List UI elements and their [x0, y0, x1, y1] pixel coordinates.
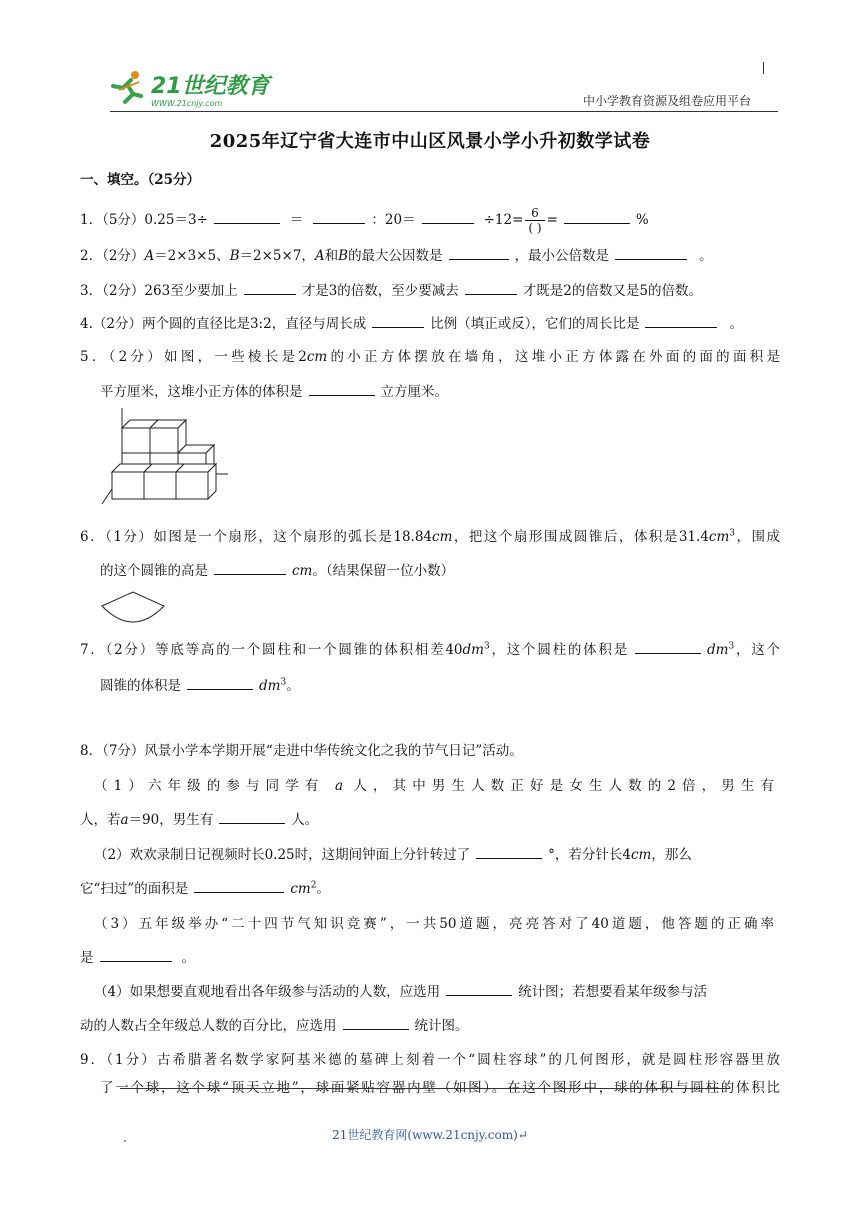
question-4: 4.（2分）两个圆的直径比是3:2，直径与周长成 比例（填正或反），它们的周长比是 。: [80, 316, 743, 332]
footer-dot: [124, 1140, 126, 1142]
logo-url: WWW.21cnjy.com: [151, 99, 223, 108]
answer-blank[interactable]: [187, 676, 253, 690]
answer-blank[interactable]: [309, 382, 375, 396]
answer-blank[interactable]: [372, 314, 424, 328]
page-title: 2025年辽宁省大连市中山区风景小学小升初数学试卷: [209, 131, 651, 152]
question-1: 1．（5分）0.25＝3÷ ＝ ：20＝ ÷12= $\frac{6}{( )}$ = %: [80, 206, 649, 235]
logo: [105, 66, 280, 110]
answer-blank[interactable]: [449, 246, 509, 260]
answer-blank[interactable]: [446, 982, 512, 996]
question-8-part-2-cont: 它“扫过”的面积是 $cm^2$。: [80, 880, 330, 897]
question-2: 2．（2分）A＝2×3×5、B＝2×5×7，A和B的最大公因数是 ，最小公倍数是 。: [80, 248, 713, 264]
question-8-part-2: （2）欢欢录制日记视频时长0.25时，这期间钟面上分针转过了 °，若分针长4cm，那么: [94, 847, 692, 863]
fraction: $\frac{6}{( )}$: [525, 206, 544, 235]
question-8-part-3-cont: 是 。: [80, 950, 195, 966]
logo-text: 21世纪教育: [151, 74, 270, 99]
header-divider: [110, 111, 778, 112]
question-8-part-3: （3）五年级举办“二十四节气知识竞赛”，一共50道题，亮亮答对了40道题，他答题的正确率: [94, 916, 774, 932]
header-platform: 中小学教育资源及组卷应用平台: [583, 94, 752, 108]
question-8-part-4-cont: 动的人数占全年级总人数的百分比，应选用 统计图。: [80, 1018, 469, 1034]
question-9-cont: 了一个球，这个球“顶天立地”，球面紧贴容器内壁（如图）。在这个图形中，球的体积与圆柱的体积比: [100, 1080, 780, 1096]
answer-blank[interactable]: [645, 314, 717, 328]
answer-blank[interactable]: [615, 246, 687, 260]
answer-blank[interactable]: [214, 210, 280, 224]
answer-blank[interactable]: [343, 1016, 409, 1030]
sector-figure: [100, 590, 166, 626]
question-7: 7．（2分）等底等高的一个圆柱和一个圆锥的体积相差$40dm^3$，这个圆柱的体积是 $dm^3$，这个: [80, 641, 781, 658]
question-8: 8．（7分）风景小学本学期开展“走进中华传统文化之我的节气日记”活动。: [80, 743, 523, 759]
answer-blank[interactable]: [214, 561, 286, 575]
question-7-cont: 圆锥的体积是 $dm^3$。: [100, 677, 300, 694]
section-heading: 一、填空。（25分）: [80, 172, 201, 188]
footer-link[interactable]: 21世纪教育网(www.21cnjy.com)↵: [332, 1128, 528, 1142]
answer-blank[interactable]: [313, 210, 365, 224]
question-5: 5．（2分）如图，一些棱长是2cm的小正方体摆放在墙角，这堆小正方体露在外面的面的面积是: [80, 349, 780, 365]
answer-blank[interactable]: [219, 810, 285, 824]
answer-blank[interactable]: [465, 281, 517, 295]
cubes-figure: [100, 408, 236, 508]
answer-blank[interactable]: [635, 640, 701, 654]
question-6: 6．（1分）如图是一个扇形，这个扇形的弧长是18.84cm，把这个扇形围成圆锥后，体积是$31.4cm^3$，围成: [80, 528, 781, 545]
answer-blank[interactable]: [422, 210, 474, 224]
question-6-cont: 的这个圆锥的高是 cm。（结果保留一位小数）: [100, 563, 455, 579]
question-9: 9．（1分）古希腊著名数学家阿基米德的墓碑上刻着一个“圆柱容球”的几何图形，就是圆柱形容器里放: [80, 1052, 780, 1068]
answer-blank[interactable]: [564, 210, 630, 224]
answer-blank[interactable]: [194, 879, 284, 893]
footer-divider: [120, 1088, 730, 1089]
answer-blank[interactable]: [244, 281, 296, 295]
answer-blank[interactable]: [100, 948, 172, 962]
question-8-part-1-cont: 人，若a＝90，男生有 人。: [80, 812, 319, 828]
question-8-part-4: （4）如果想要直观地看出各年级参与活动的人数，应选用 统计图；若想要看某年级参与活: [94, 984, 708, 1000]
corner-mark: [763, 62, 764, 74]
question-8-part-1: （1）六年级的参与同学有 a 人，其中男生人数正好是女生人数的2倍，男生有: [94, 778, 775, 794]
question-5-cont: 平方厘米，这堆小正方体的体积是 立方厘米。: [100, 384, 448, 400]
question-3: 3．（2分）263至少要加上 才是3的倍数，至少要减去 才既是2的倍数又是5的倍数。: [80, 283, 702, 299]
answer-blank[interactable]: [476, 845, 542, 859]
runner-logo-icon: [105, 66, 280, 110]
